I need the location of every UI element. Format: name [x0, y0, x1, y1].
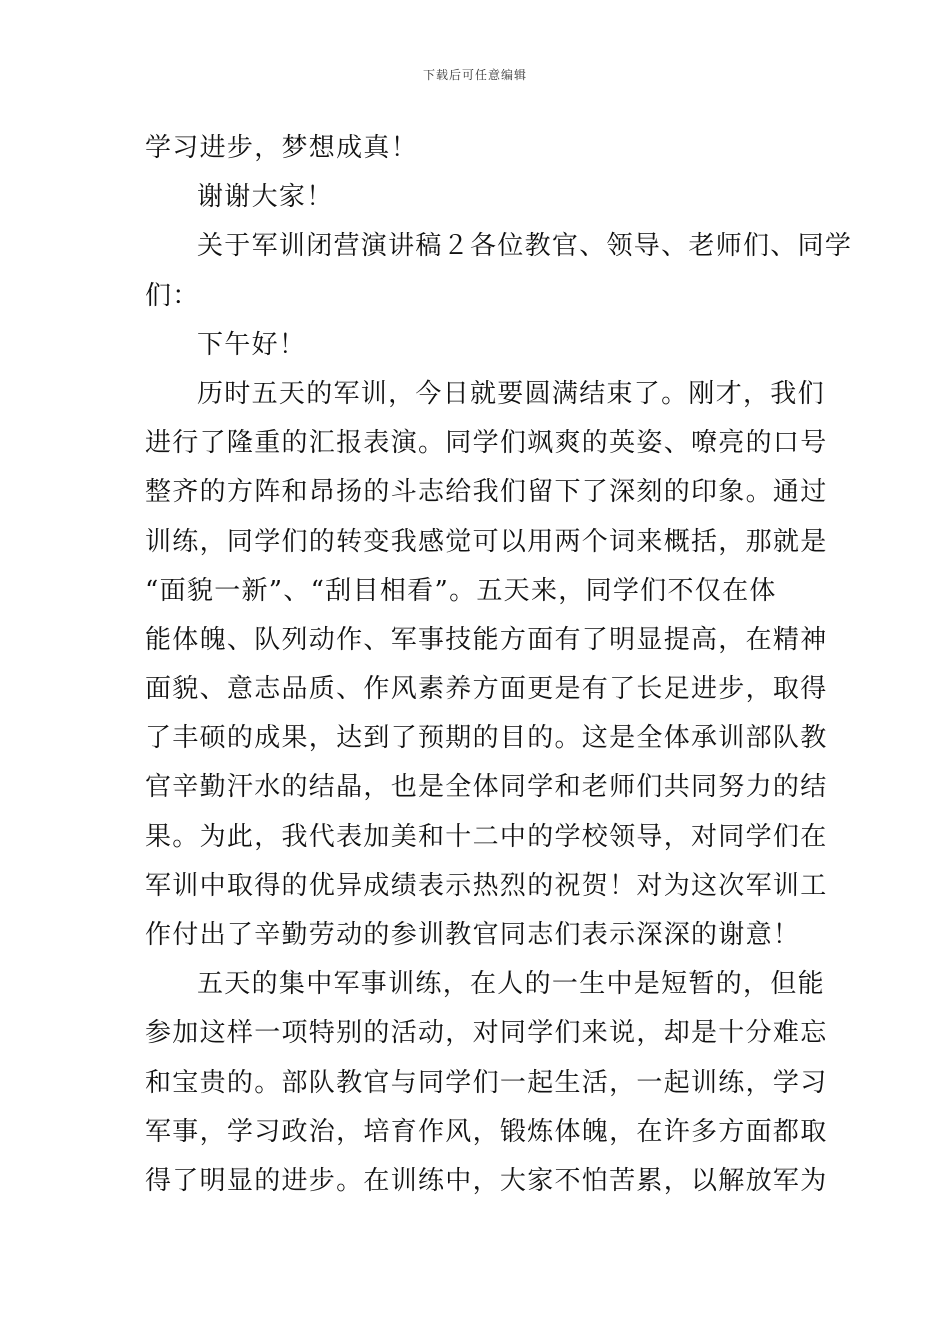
- text-line: 整齐的方阵和昂扬的斗志给我们留下了深刻的印象。通过: [145, 477, 828, 508]
- page-header-note: 下载后可任意编辑: [422, 68, 527, 82]
- text-line: 军事，学习政治，培育作风，锻炼体魄，在许多方面都取: [145, 1116, 828, 1147]
- text-line: 能体魄、队列动作、军事技能方面有了明显提高，在精神: [145, 624, 828, 655]
- text-line: 进行了隆重的汇报表演。同学们飒爽的英姿、嘹亮的口号: [145, 428, 828, 459]
- text-line: “面貌一新”、“刮目相看”。五天来，同学们不仅在体: [145, 575, 777, 606]
- text-line: 和宝贵的。部队教官与同学们一起生活，一起训练，学习: [145, 1067, 828, 1098]
- text-line: 训练，同学们的转变我感觉可以用两个词来概括，那就是: [145, 526, 828, 557]
- text-line: 学习进步，梦想成真！: [145, 133, 419, 163]
- text-line: 下午好！: [197, 329, 307, 360]
- text-line: 谢谢大家！: [197, 182, 334, 213]
- text-line: 作付出了辛勤劳动的参训教官同志们表示深深的谢意！: [145, 920, 801, 950]
- text-line: 面貌、意志品质、作风素养方面更是有了长足进步，取得: [145, 674, 828, 705]
- text-line: 军训中取得的优异成绩表示热烈的祝贺！对为这次军训工: [145, 870, 828, 901]
- text-line: 关于军训闭营演讲稿２各位教官、领导、老师们、同学: [197, 231, 853, 262]
- text-line: 了丰硕的成果，达到了预期的目的。这是全体承训部队教: [145, 723, 828, 754]
- text-line: 们：: [145, 280, 200, 311]
- text-line: 得了明显的进步。在训练中，大家不怕苦累，以解放军为: [145, 1165, 828, 1196]
- text-line: 果。为此，我代表加美和十二中的学校领导，对同学们在: [145, 821, 828, 852]
- text-line: 参加这样一项特别的活动，对同学们来说，却是十分难忘: [145, 1018, 828, 1049]
- text-line: 五天的集中军事训练，在人的一生中是短暂的，但能: [197, 969, 825, 1000]
- text-line: 历时五天的军训，今日就要圆满结束了。刚才，我们: [197, 378, 825, 409]
- document-body: [145, 124, 853, 1206]
- text-line: 官辛勤汗水的结晶，也是全体同学和老师们共同努力的结: [145, 772, 828, 803]
